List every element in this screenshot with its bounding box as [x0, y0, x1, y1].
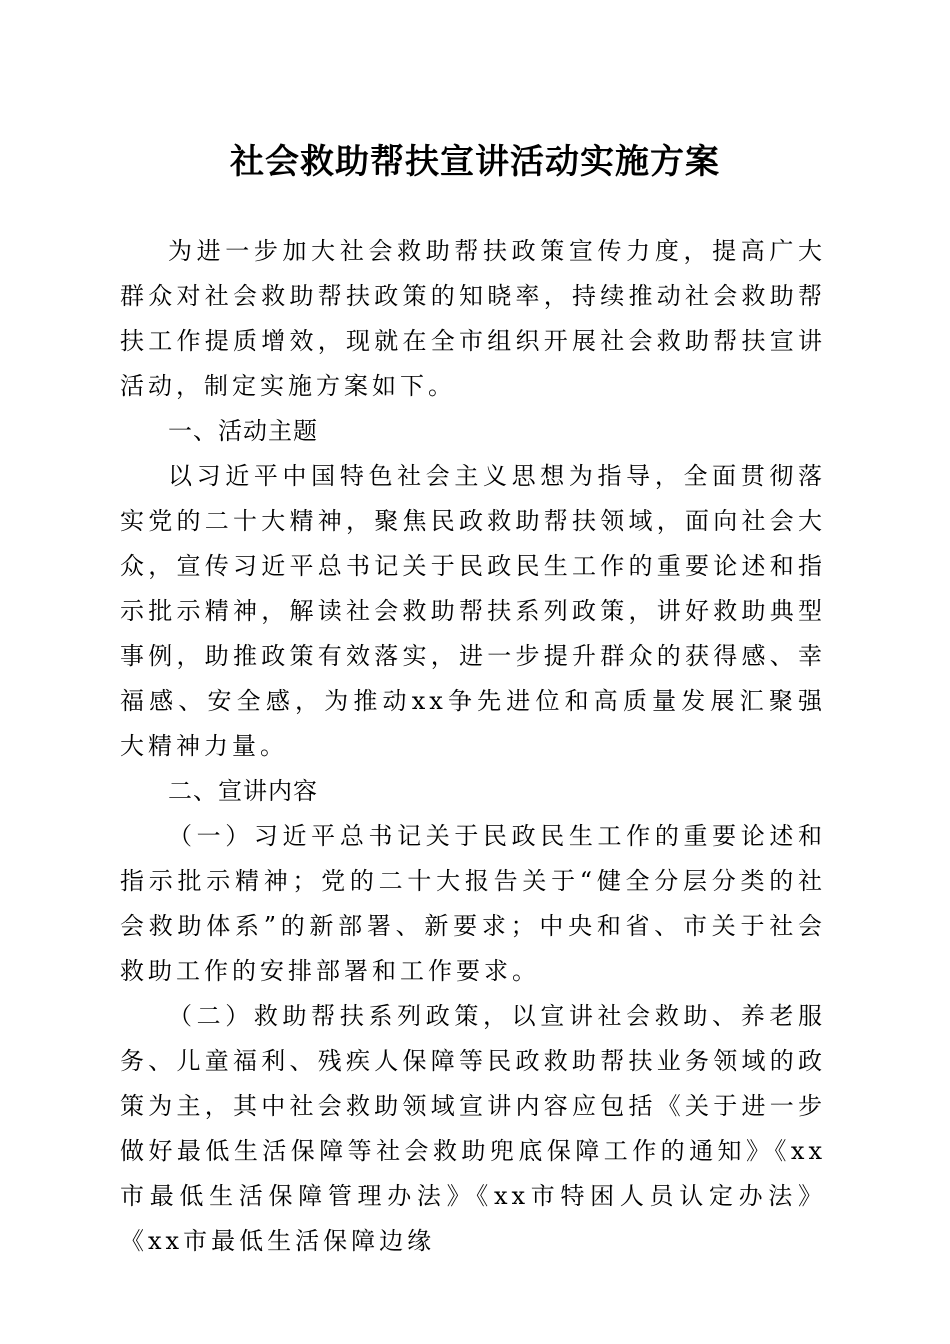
- section-1-heading: 一、活动主题: [168, 417, 318, 445]
- intro-paragraph: 为进一步加大社会救助帮扶政策宣传力度，提高广大群众对社会救助帮扶政策的知晓率，持续推动社会救助帮扶工作提质增效，现就在全市组织开展社会救助帮扶宣讲活动，制定实施方案如下。: [120, 237, 826, 400]
- section-2-item-1: （一）习近平总书记关于民政民生工作的重要论述和指示批示精神；党的二十大报告关于“健全分层分类的社会救助体系”的新部署、新要求；中央和省、市关于社会救助工作的安排部署和工作要求。: [120, 822, 826, 985]
- section-1-paragraph: 以习近平中国特色社会主义思想为指导，全面贯彻落实党的二十大精神，聚焦民政救助帮扶领域，面向社会大众，宣传习近平总书记关于民政民生工作的重要论述和指示批示精神，解读社会救助帮扶系列政策，讲好救助典型事例，助推政策有效落实，进一步提升群众的获得感、幸福感、安全感，为推动xx争先进位和高质量发展汇聚强大精神力量。: [120, 462, 826, 760]
- section-2-item-2: （二）救助帮扶系列政策，以宣讲社会救助、养老服务、儿童福利、残疾人保障等民政救助帮扶业务领域的政策为主，其中社会救助领域宣讲内容应包括《关于进一步做好最低生活保障等社会救助兜底保障工作的通知》《xx市最低生活保障管理办法》《xx市特困人员认定办法》《xx市最低生活保障边缘: [120, 1002, 826, 1255]
- document-title: 社会救助帮扶宣讲活动实施方案: [230, 142, 720, 182]
- section-2-heading: 二、宣讲内容: [168, 777, 318, 805]
- document-body: [120, 229, 826, 1264]
